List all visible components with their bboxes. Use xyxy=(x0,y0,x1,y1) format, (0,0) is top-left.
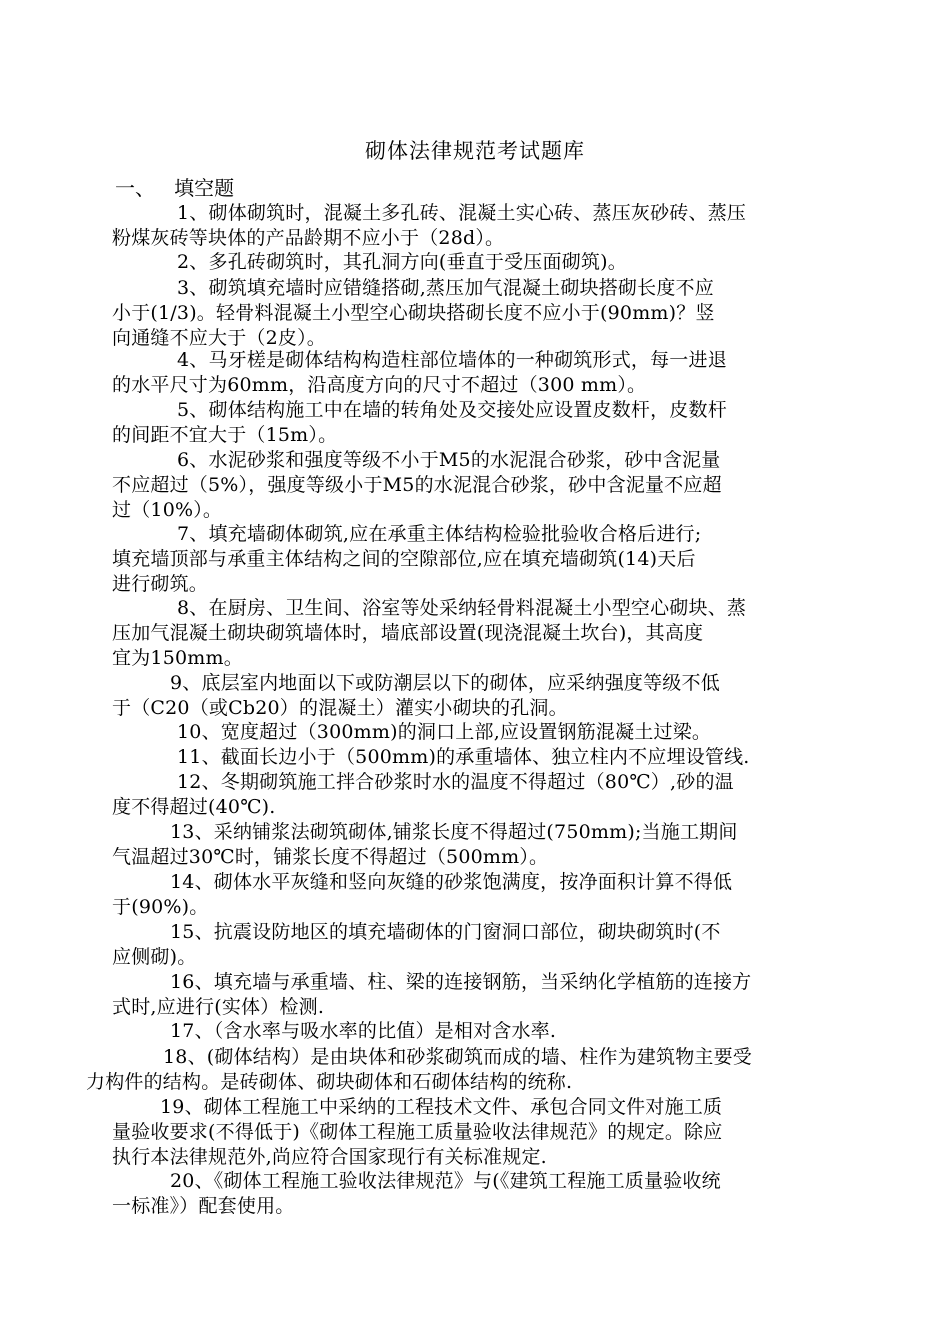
question-text-continued: 的水平尺寸为60mm，沿高度方向的尺寸不超过（300 mm）。 xyxy=(112,374,647,396)
question-text: 9、底层室内地面以下或防潮层以下的砌体，应采纳强度等级不低 xyxy=(170,672,720,694)
question-text-continued: 执行本法律规范外,尚应符合国家现行有关标准规定. xyxy=(112,1146,547,1168)
question-item xyxy=(0,920,721,970)
question-item xyxy=(0,398,727,448)
question-item xyxy=(0,522,702,597)
question-text-continued: 力构件的结构。是砖砌体、砌块砌体和石砌体结构的统称. xyxy=(86,1071,573,1093)
question-text: 8、在厨房、卫生间、浴室等处采纳轻骨料混凝土小型空心砌块、蒸 xyxy=(177,597,747,619)
question-text-continued: 量验收要求(不得低于)《砌体工程施工质量验收法律规范》的规定。除应 xyxy=(112,1121,723,1143)
question-text: 11、截面长边小于（500mm)的承重墙体、独立柱内不应埋设管线. xyxy=(177,746,750,768)
question-text-continued: 压加气混凝土砌块砌筑墙体时，墙底部设置(现浇混凝土坎台)，其高度 xyxy=(112,622,704,644)
question-item xyxy=(0,870,733,920)
question-text: 19、砌体工程施工中采纳的工程技术文件、承包合同文件对施工质 xyxy=(160,1096,723,1118)
question-text: 2、多孔砖砌筑时，其孔洞方向(垂直于受压面砌筑)。 xyxy=(177,251,627,273)
question-item xyxy=(0,1019,557,1044)
question-text-continued: 宜为150mm。 xyxy=(112,647,243,669)
question-text: 20、《砌体工程施工验收法律规范》与(《建筑工程施工质量验收统 xyxy=(170,1170,721,1192)
question-item xyxy=(0,448,722,523)
question-text: 5、砌体结构施工中在墙的转角处及交接处应设置皮数杆，皮数杆 xyxy=(177,399,727,421)
question-item xyxy=(0,201,747,251)
question-text: 13、采纳铺浆法砌筑砌体,铺浆长度不得超过(750mm);当施工期间 xyxy=(170,821,738,843)
question-item xyxy=(0,348,727,398)
question-text-continued: 的间距不宜大于（15m）。 xyxy=(112,424,338,446)
question-text-continued: 不应超过（5%），强度等级小于M5的水泥混合砂浆，砂中含泥量不应超 xyxy=(112,474,722,496)
question-item xyxy=(0,720,712,745)
question-text: 1、砌体砌筑时，混凝土多孔砖、混凝土实心砖、蒸压灰砂砖、蒸压 xyxy=(177,202,747,224)
question-text-continued: 小于(1/3)。轻骨料混凝土小型空心砌块搭砌长度不应小于(90mm)？竖 xyxy=(112,302,715,324)
question-item xyxy=(0,1045,752,1095)
question-item xyxy=(0,970,752,1020)
question-text: 12、冬期砌筑施工拌合砂浆时水的温度不得超过（80℃）,砂的温 xyxy=(177,771,734,793)
question-item xyxy=(0,770,734,820)
question-text-continued: 式时,应进行(实体）检测. xyxy=(112,996,325,1018)
question-text: 14、砌体水平灰缝和竖向灰缝的砂浆饱满度，按净面积计算不得低 xyxy=(170,871,733,893)
question-item xyxy=(0,1169,721,1219)
question-text-continued: 过（10%）。 xyxy=(112,499,223,521)
question-text: 17、（含水率与吸水率的比值）是相对含水率. xyxy=(170,1020,557,1042)
question-item xyxy=(0,250,627,275)
question-text-continued: 于（C20（或Cb20）的混凝土）灌实小砌块的孔洞。 xyxy=(112,697,568,719)
question-text: 6、水泥砂浆和强度等级不小于M5的水泥混合砂浆，砂中含泥量 xyxy=(177,449,721,471)
question-item xyxy=(0,745,750,770)
question-text-continued: 填充墙顶部与承重主体结构之间的空隙部位,应在填充墙砌筑(14)天后 xyxy=(112,548,696,570)
section-heading: 一、 填空题 xyxy=(115,176,235,200)
question-item xyxy=(0,1095,723,1170)
question-text: 7、填充墙砌体砌筑,应在承重主体结构检验批验收合格后进行; xyxy=(177,523,702,545)
question-text-continued: 进行砌筑。 xyxy=(112,573,209,595)
question-item xyxy=(0,596,747,671)
question-text-continued: 一标准》）配套使用。 xyxy=(112,1195,295,1217)
question-text: 15、抗震设防地区的填充墙砌体的门窗洞口部位，砌块砌筑时(不 xyxy=(170,921,721,943)
question-text-continued: 向通缝不应大于（2皮）。 xyxy=(112,327,326,349)
document-title: 砌体法律规范考试题库 xyxy=(365,139,585,163)
question-text-continued: 气温超过30℃时，铺浆长度不得超过（500mm）。 xyxy=(112,846,549,868)
question-text: 18、(砌体结构）是由块体和砂浆砌筑而成的墙、柱作为建筑物主要受 xyxy=(163,1046,752,1068)
question-text: 16、填充墙与承重墙、柱、梁的连接钢筋，当采纳化学植筋的连接方 xyxy=(170,971,752,993)
question-item xyxy=(0,276,715,351)
question-item xyxy=(0,820,738,870)
question-text-continued: 度不得超过(40℃). xyxy=(112,796,276,818)
question-text-continued: 粉煤灰砖等块体的产品龄期不应小于（28d）。 xyxy=(112,227,505,249)
question-text-continued: 于(90%)。 xyxy=(112,896,209,918)
question-text: 3、砌筑填充墙时应错缝搭砌,蒸压加气混凝土砌块搭砌长度不应 xyxy=(177,277,714,299)
question-item xyxy=(0,671,720,721)
question-text-continued: 应侧砌)。 xyxy=(112,946,197,968)
question-text: 10、宽度超过（300mm)的洞口上部,应设置钢筋混凝土过梁。 xyxy=(177,721,712,743)
question-text: 4、马牙槎是砌体结构构造柱部位墙体的一种砌筑形式，每一进退 xyxy=(177,349,727,371)
